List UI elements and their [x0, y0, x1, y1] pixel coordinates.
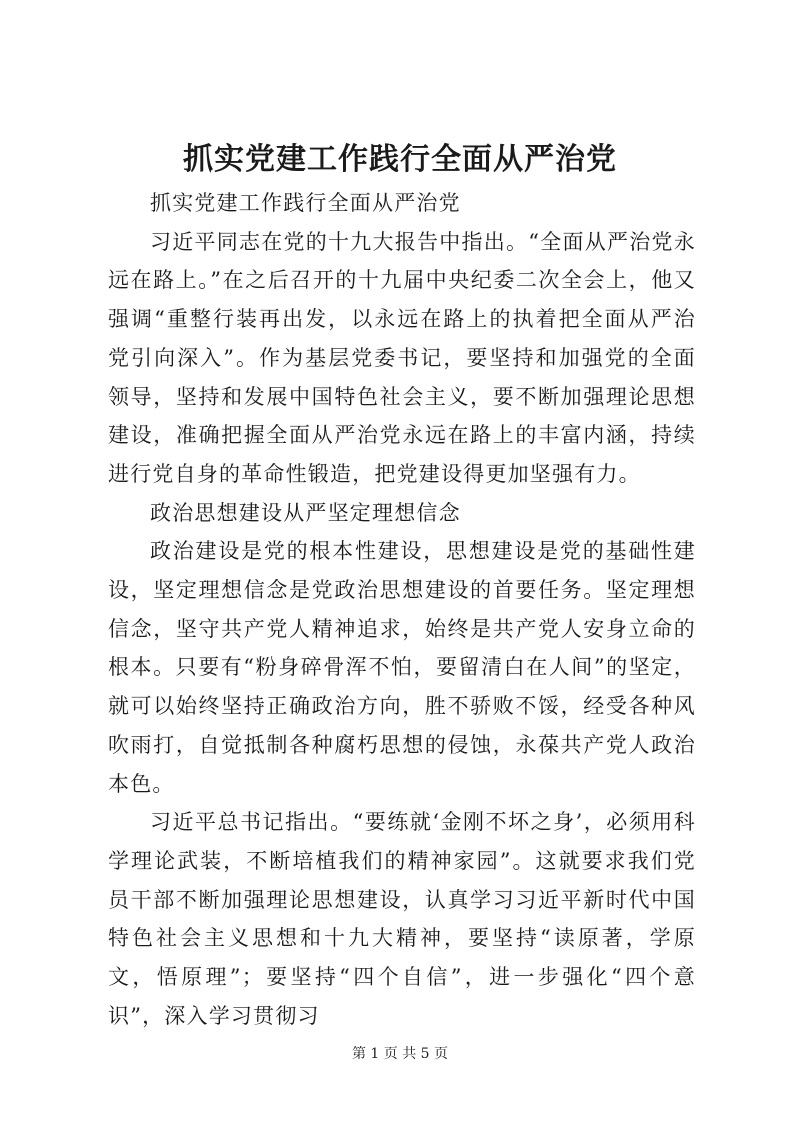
section-heading: 政治思想建设从严坚定理想信念: [150, 500, 461, 525]
page-number-footer: 第 1 页 共 5 页: [351, 1046, 449, 1062]
body-paragraph: 习近平总书记指出。“要练就‘金刚不坏之身’，必须用科学理论武装，不断培植我们的精神家园”。这就要求我们党员干部不断加强理论思想建设，认真学习习近平新时代中国特色社会主义思想和十九大精神，要坚持“读原著，学原文，悟原理”；要坚持“四个自信”，进一步强化“四个意识”，深入学习贯彻习: [108, 810, 696, 1028]
document-body: [108, 184, 696, 1035]
body-paragraph: 政治建设是党的根本性建设，思想建设是党的基础性建设，坚定理想信念是党政治思想建设的首要任务。坚定理想信念，坚守共产党人精神追求，始终是共产党人安身立命的根本。只要有“粉身碎骨浑不怕，要留清白在人间”的坚定，就可以始终坚持正确政治方向，胜不骄败不馁，经受各种风吹雨打，自觉抵制各种腐朽思想的侵蚀，永葆共产党人政治本色。: [108, 539, 696, 796]
body-paragraph: 习近平同志在党的十九大报告中指出。“全面从严治党永远在路上。”在之后召开的十九届中央纪委二次全会上，他又强调“重整行装再出发，以永远在路上的执着把全面从严治党引向深入”。作为基层党委书记，要坚持和加强党的全面领导，坚持和发展中国特色社会主义，要不断加强理论思想建设，准确把握全面从严治党永远在路上的丰富内涵，持续进行党自身的革命性锻造，把党建设得更加坚强有力。: [108, 229, 696, 486]
document-title: 抓实党建工作践行全面从严治党: [183, 142, 617, 177]
section-heading: 抓实党建工作践行全面从严治党: [150, 191, 461, 215]
